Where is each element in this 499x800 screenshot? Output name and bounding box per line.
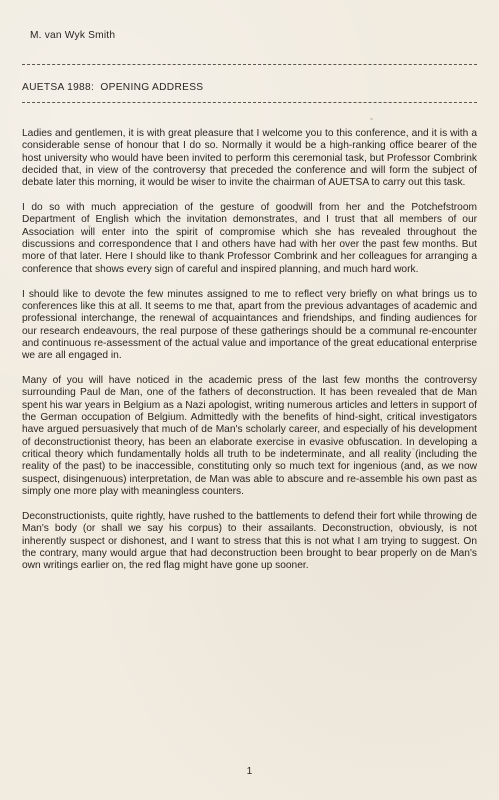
paragraph-3: I should like to devote the few minutes assigned to me to reflect very briefly on what brings us to conferences like this at all. It seems to me that, apart from the previous advantages of academic and professional interchange, the renewal of acquaintances and friendships, and finding audiences for our research endeavours, the real purpose of these gatherings should be a communal re-encounter and continuous re-assessment of the actual value and importance of the great educational enterprise we are all engaged in. [22,288,477,362]
body-text [22,128,477,585]
author-line: M. van Wyk Smith [30,30,116,41]
paper-speck [412,448,415,450]
paragraph-4: Many of you will have noticed in the academic press of the last few months the controversy surrounding Paul de Man, one of the fathers of deconstruction. It has been revealed that de Man spent his war years in Belgium as a Nazi apologist, writing numerous articles and letters in support of the German occupation of Belgium. Admittedly with the benefits of hind-sight, critical investigators have argued persuasively that much of de Man's scholarly career, and especially of his development of deconstructionist theory, has been an elaborate exercise in evasive obfuscation. In developing a critical theory which fundamentally holds all truth to be indeterminate, and all reality (including the reality of the past) to be inaccessible, constituting only so much text for ingenious (and, as we now suspect, disingenuous) interpretation, de Man was able to abscure and re-assemble his own past as simply one more play with meaningless counters. [22,375,477,498]
paper-speck [370,118,373,120]
paragraph-1: Ladies and gentlemen, it is with great pleasure that I welcome you to this conference, and it is with a considerable sense of honour that I do so. Normally it would be a high-ranking office bearer of the host university who would have been invited to perform this ceremonial task, but Professor Combrink decided that, in view of the controversy that preceded the conference and will form the subject of debate later this morning, it would be wiser to invite the chairman of AUETSA to carry out this task. [22,128,477,189]
title-divider [22,102,477,103]
paragraph-2: I do so with much appreciation of the gesture of goodwill from her and the Potchefstroom Department of English which the invitation demonstrates, and I trust that all members of our Association will enter into the spirit of compromise which she has revealed throughout the discussions and correspondence that I and others have had with her over the past few months. But more of that later. Here I should like to thank Professor Combrink and her colleagues for arranging a conference that shows every sign of careful and inspired planning, and much hard work. [22,202,477,275]
paper-speck [88,225,91,227]
page-number: 1 [246,766,253,777]
paragraph-5: Deconstructionists, quite rightly, have rushed to the battlements to defend their fort while throwing de Man's body (or shall we say his corpus) to their assailants. Deconstruction, obviously, is not inherently suspect or dishonest, and I want to stress that this is not what I am trying to suggest. On the contrary, many would argue that had deconstruction been brought to bear properly on de Man's own writings earlier on, the red flag might have gone up sooner. [22,510,477,572]
top-divider [22,64,477,65]
document-title: AUETSA 1988: OPENING ADDRESS [22,82,204,93]
